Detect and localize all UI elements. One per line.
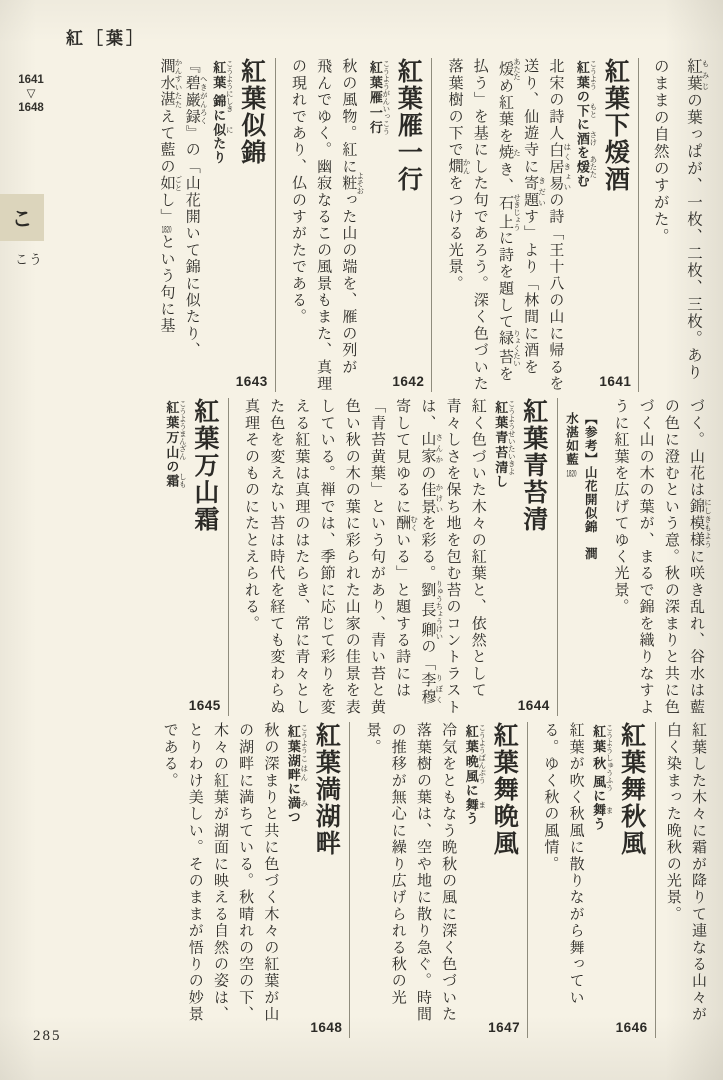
entry-reading: 紅葉 こうようの下 もとに酒 さけを煖 あたたむ: [574, 60, 598, 188]
entry-number: 1641: [599, 374, 632, 389]
entry-1648: [147, 722, 350, 1038]
band-bottom: [64, 722, 712, 1038]
entry-reading: 紅葉 こうよう錦 にしきに似 にたり: [211, 60, 235, 165]
continuation-text: 紅葉 もみじの葉っぱが、一枚、二枚、三枚。ありのままの自然のすがた。: [651, 58, 710, 381]
entry-body: 秋の深まりと共に色づく木々の紅葉が山の湖畔に満ちている。秋晴れの空の下、木々の紅葉が湖面に映える自然の姿は、とりわけ美しい。そのままが悟りの妙景である。: [161, 722, 279, 1023]
entry-1641: [432, 58, 639, 392]
entry-1644: [229, 398, 558, 716]
entry-heading: 紅葉万山霜: [190, 398, 219, 533]
entry-heading: 紅葉満湖畔: [312, 722, 341, 857]
entry-1646: [528, 722, 655, 1038]
entry-heading: 紅葉雁一行: [394, 58, 423, 193]
page-header-kanji: 紅［葉］: [66, 29, 146, 48]
entry-number: 1647: [488, 1020, 521, 1035]
down-triangle-icon: ▽: [26, 87, 36, 100]
entry-body: 北宋の詩人白居易 はくきょいの詩「王十八の山に帰るを送り、仙遊寺に寄題 きだいす」より「林間に酒を煖 あたため紅葉を焼 たき、石上 せきじょうに詩を題して緑苔 りょくたいを払う」を基にした句であろう。深く色づいた落葉樹の下で燗 かんをつける光景。: [446, 58, 572, 392]
entry-body: [153, 58, 207, 392]
reference-text: 【参考】山花開似錦 澗水湛如藍: [564, 412, 598, 561]
band-middle: [64, 398, 712, 716]
entry-body: 紅く色づいた木々の紅葉と、依然として青々しさを保ち地を包む苔のコントラストは、山家 さんかの佳景 かけいを彩る。劉長卿 りゅうちょうけいの「李穆 りぼく寄して見ゆるに酬 むくいる」と題する詩には「青苔黄葉」という句があり、青い苔と黄色い秋の木の葉に彩られた山家の佳景を表している。禅では、季節に応じて彩りを変える紅葉は真理のはたらき、常に青々とした色を変えない苔は時代を経ても変わらぬ真理そのものにたとえられる。: [243, 398, 486, 716]
entry-1645: [152, 398, 229, 716]
entry-reading: 紅葉雁一行 こうようがんいっこう: [367, 60, 391, 135]
band-top: [64, 58, 712, 392]
index-tab: こ: [0, 194, 44, 241]
entry-body-rest: という句に基: [158, 234, 175, 335]
entry-heading: 紅葉青苔清: [519, 398, 548, 533]
entry-number: 1645: [188, 698, 221, 713]
continuation-text: 紅葉した木々に霜が降りて連なる山々が白く染まった晩秋の光景。: [664, 722, 706, 1023]
entry-number: 1642: [392, 374, 425, 389]
cross-reference-number: 1820: [566, 469, 577, 478]
entry-range-from: 1641: [18, 74, 44, 86]
entry-range-to: 1648: [18, 101, 44, 114]
entry-1647: [350, 722, 528, 1038]
continuation-text: づく。山花は錦模様 にしきもように咲き乱れ、谷水は藍の色に澄むという意。秋の深まりと共に色づく山の木の葉が、まるで錦を織りなすように紅葉を広げてゆく光景。: [612, 398, 712, 716]
entry-heading: 紅葉舞秋風: [617, 722, 646, 857]
entry-reading: 紅葉 こうよう秋風 しゅうふうに舞 まう: [591, 724, 615, 832]
entry-number: 1646: [615, 1020, 648, 1035]
reference-note: [558, 398, 604, 562]
entry-number: 1648: [310, 1020, 343, 1035]
entry-range: [10, 74, 52, 115]
entry-1642: [276, 58, 433, 392]
entry-reading: 紅葉青苔清 こうようせいたいきよし: [493, 400, 517, 489]
entry-1643: [144, 58, 275, 392]
entry-number: 1643: [235, 374, 268, 389]
entry-heading: 紅葉下煖酒: [601, 58, 630, 193]
entry-body-quote: 『碧巌録 へきがんろく』の「山花開いて錦に似たり、澗水 かんすい湛 たたえて藍の如 ごとし」: [158, 58, 209, 359]
entry-reading: 紅葉万山 こうようまんざんの霜 しも: [164, 400, 188, 488]
entry-number: 1644: [517, 698, 550, 713]
entry-body: 紅葉が吹く秋風に散りながら舞っている。ゆく秋の風情。: [542, 722, 584, 1006]
page-number: 285: [33, 1028, 62, 1044]
entry-reading: 紅葉 こうよう晩風 ばんぷうに舞 まう: [463, 724, 487, 826]
entry-body: 秋の風物。紅に粧 よそおった山の端を、雁の列が飛んでゆく。幽寂なるこの風景もまた、真理の現れであり、仏のすがたである。: [289, 58, 365, 392]
entry-heading: 紅葉舞晩風: [490, 722, 519, 857]
index-tab-reading: こう: [15, 252, 44, 267]
entry-heading: 紅葉似錦: [237, 58, 266, 166]
cross-reference-number: 1820: [161, 225, 172, 235]
entry-reading: 紅葉 こうよう湖畔 こはんに満 みつ: [285, 724, 309, 824]
entry-body: 冷気をともなう晩秋の風に深く色づいた落葉樹の葉は、空や地に散り急ぐ。時間の推移が無心に繰り広げられる秋の光景。: [364, 722, 457, 1023]
